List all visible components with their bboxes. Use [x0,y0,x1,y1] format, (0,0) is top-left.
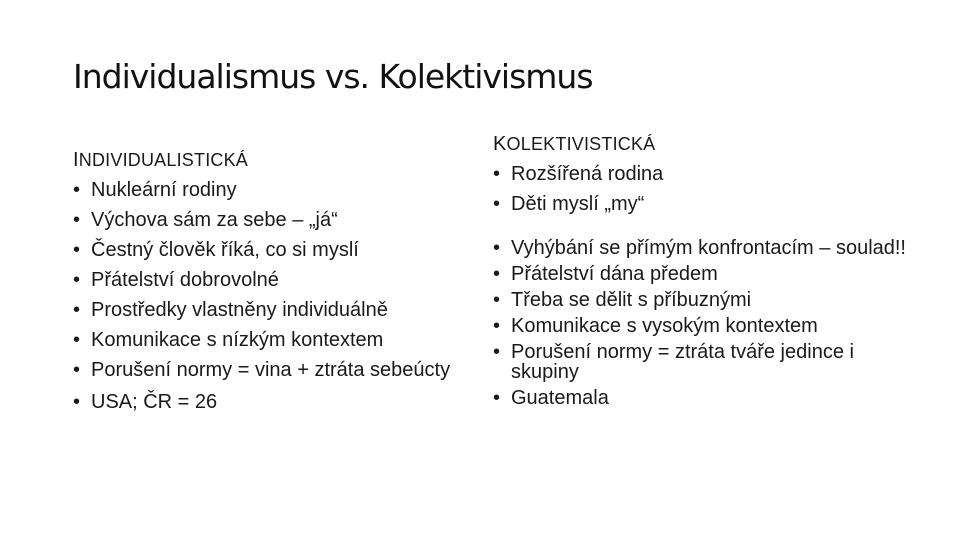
list-item: • Vyhýbání se přímým konfrontacím – soulad!! [493,238,913,258]
individualism-heading [73,148,463,172]
heading-rest: OLEKTIVISTICKÁ [506,134,656,154]
list-item: • Děti myslí „my“ [493,192,913,216]
list-item: • Porušení normy = ztráta tváře jedince i skupiny [493,342,913,382]
individualism-column [73,148,463,420]
list-item: • Výchova sám za sebe – „já“ [73,208,463,232]
individualism-list [73,178,463,414]
list-item: • USA; ČR = 26 [73,390,463,414]
heading-rest: NDIVIDUALISTICKÁ [78,150,248,170]
collectivism-list-bottom [493,238,913,408]
list-item: • Rozšířená rodina [493,162,913,186]
collectivism-list-top [493,162,913,216]
collectivism-column [493,132,913,414]
list-item: • Třeba se dělit s příbuznými [493,290,913,310]
list-item: • Komunikace s vysokým kontextem [493,316,913,336]
slide-title: Individualismus vs. Kolektivismus [73,57,593,96]
list-item: • Prostředky vlastněny individuálně [73,298,463,322]
list-item: • Porušení normy = vina + ztráta sebeúcty [73,358,463,382]
heading-initial: K [493,133,507,155]
list-item: • Guatemala [493,388,913,408]
list-item: • Čestný člověk říká, co si myslí [73,238,463,262]
list-item: • Komunikace s nízkým kontextem [73,328,463,352]
list-item: • Nukleární rodiny [73,178,463,202]
collectivism-heading [493,132,913,156]
list-item: • Přátelství dobrovolné [73,268,463,292]
list-item: • Přátelství dána předem [493,264,913,284]
heading-initial: I [73,149,79,171]
